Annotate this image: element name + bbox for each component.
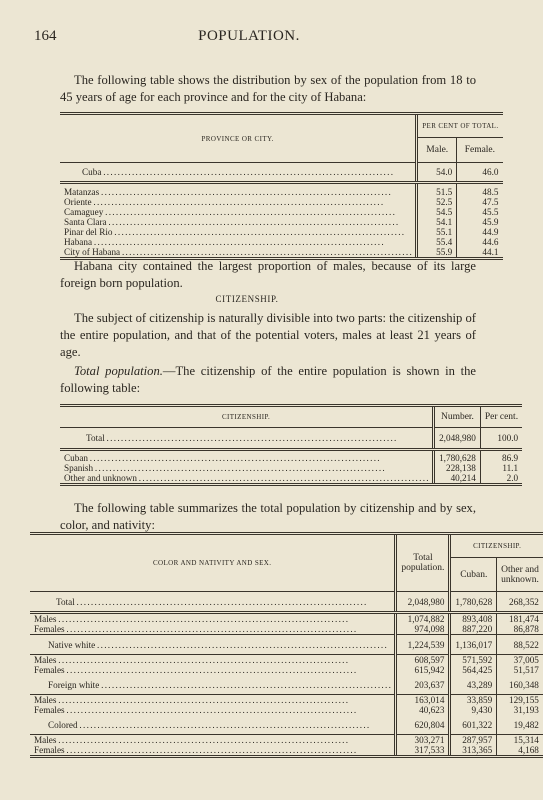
row-label: Habana . . . [64,237,411,247]
other-value: 129,155 [497,695,543,706]
habana-paragraph: Habana city contained the largest proportion of males, because of its large foreign born population. [60,259,476,290]
col-male-header: Male. [417,138,457,163]
total-value: 40,623 [396,705,450,715]
cuban-value: 43,289 [450,675,497,695]
total-value: 608,597 [396,655,450,666]
table-row [60,473,522,485]
male-value: 54.5 [417,207,457,217]
citizenship-intro-paragraph: The subject of citizenship is naturally divisible into two parts: the citizenship of the entire population, and that of the potential voters, males at least 21 years of age. [60,311,476,359]
row-label: Males . . . [34,655,390,665]
other-value: 37,005 [497,655,543,666]
female-value: 44.6 [457,237,503,247]
total-value: 303,271 [396,735,450,746]
row-label: Foreign white . . . [48,680,390,690]
other-value: 88,522 [497,635,543,655]
table-row [30,675,543,695]
row-label: Total . . . [86,433,428,443]
col-cuban-header: Cuban. [450,558,497,592]
cuban-value: 893,408 [450,613,497,625]
citizenship-table [60,404,522,486]
table-row [30,705,543,715]
row-label: Females . . . [34,665,390,675]
total-population-paragraph [60,363,476,397]
intro-paragraph: The following table shows the distribution by sex of the population from 18 to 45 years of age for each province and for the city of Habana: [60,73,476,104]
female-value: 44.9 [457,227,503,237]
paragraph-text: —The citizenship of the entire population is shown in the following table: [60,364,476,395]
other-value: 51,517 [497,665,543,675]
page-number: 164 [34,28,57,44]
col-percent-group-header: PER CENT OF TOTAL. [417,114,503,138]
total-value: 974,098 [396,624,450,635]
col-citizenship-header: CITIZENSHIP. [60,406,434,428]
table-row [60,187,503,197]
male-value: 54.1 [417,217,457,227]
row-label: Colored . . . [48,720,390,730]
row-label: Cuban . . . [64,453,428,463]
percent-value: 100.0 [480,428,522,450]
male-value: 51.5 [417,187,457,197]
table-row [60,428,522,450]
col-number-header: Number. [434,406,481,428]
female-value: 47.5 [457,197,503,207]
col-province-header: PROVINCE OR CITY. [60,114,417,163]
row-label: City of Habana . . . [64,247,411,257]
col-other-header: Other and unknown. [497,558,543,592]
table-row [60,463,522,473]
row-label: Pinar del Rio . . . [64,227,411,237]
percent-value: 2.0 [480,473,522,485]
cuban-value: 313,365 [450,745,497,757]
total-value: 1,074,882 [396,613,450,625]
table-row [30,665,543,675]
row-label: Total . . . [56,597,390,607]
other-value: 160,348 [497,675,543,695]
other-value: 4,168 [497,745,543,757]
row-label: Females . . . [34,705,390,715]
other-value: 268,352 [497,592,543,613]
sex-distribution-table [60,112,503,260]
table-row [60,207,503,217]
table-row [30,613,543,625]
other-value: 19,482 [497,715,543,735]
percent-value: 86.9 [480,453,522,463]
total-value: 203,637 [396,675,450,695]
cuban-value: 287,957 [450,735,497,746]
run-in-heading: Total population. [74,364,163,378]
table-row [30,655,543,666]
table-row [60,197,503,207]
cuban-value: 601,322 [450,715,497,735]
male-value: 55.1 [417,227,457,237]
row-label: Native white . . . [48,640,390,650]
cuban-value: 571,592 [450,655,497,666]
table-row [30,745,543,757]
total-value: 317,533 [396,745,450,757]
male-value: 54.0 [417,163,457,183]
other-value: 86,878 [497,624,543,635]
row-label: Other and unknown . . . [64,473,428,483]
table-row [60,237,503,247]
number-value: 228,138 [434,463,481,473]
row-label: Females . . . [34,624,390,634]
female-value: 45.5 [457,207,503,217]
row-label: Camaguey . . . [64,207,411,217]
row-label: Matanzas . . . [64,187,411,197]
other-value: 15,314 [497,735,543,746]
cuban-value: 887,220 [450,624,497,635]
col-citizenship-group-header: CITIZENSHIP. [450,534,543,558]
percent-value: 11.1 [480,463,522,473]
total-value: 1,224,539 [396,635,450,655]
table-row [30,624,543,635]
female-value: 46.0 [457,163,503,183]
female-value: 45.9 [457,217,503,227]
male-value: 55.4 [417,237,457,247]
cuban-value: 564,425 [450,665,497,675]
summary-paragraph: The following table summarizes the total population by citizenship and by sex, color, and nativity: [60,501,476,532]
table-row [30,592,543,613]
col-female-header: Female. [457,138,503,163]
table-row [60,227,503,237]
number-value: 40,214 [434,473,481,485]
table-row [60,163,503,183]
number-value: 1,780,628 [434,453,481,463]
col-label-header: COLOR AND NATIVITY AND SEX. [30,534,396,592]
total-value: 620,804 [396,715,450,735]
col-total-header: Total population. [396,534,450,592]
cuban-value: 33,859 [450,695,497,706]
female-value: 48.5 [457,187,503,197]
running-title: POPULATION. [198,28,300,44]
total-value: 615,942 [396,665,450,675]
row-label: Oriente . . . [64,197,411,207]
total-value: 2,048,980 [396,592,450,613]
number-value: 2,048,980 [434,428,481,450]
table-row [30,735,543,746]
male-value: 52.5 [417,197,457,207]
row-label: Santa Clara . . . [64,217,411,227]
other-value: 31,193 [497,705,543,715]
table-row [30,715,543,735]
male-value: 55.9 [417,247,457,259]
table-row [60,453,522,463]
female-value: 44.1 [457,247,503,259]
row-label: Females . . . [34,745,390,755]
row-label: Cuba . . . [82,167,411,177]
other-value: 181,474 [497,613,543,625]
table-row [60,247,503,259]
total-value: 163,014 [396,695,450,706]
row-label: Males . . . [34,735,390,745]
table-row [30,635,543,655]
table-row [30,695,543,706]
row-label: Spanish . . . [64,463,428,473]
col-percent-header: Per cent. [480,406,522,428]
row-label: Males . . . [34,695,390,705]
table-row [60,217,503,227]
citizenship-section-heading: CITIZENSHIP. [215,294,279,304]
cuban-value: 1,780,628 [450,592,497,613]
cuban-value: 1,136,017 [450,635,497,655]
cuban-value: 9,430 [450,705,497,715]
nativity-citizenship-table [30,532,543,758]
row-label: Males . . . [34,614,390,624]
page-header [34,28,464,48]
